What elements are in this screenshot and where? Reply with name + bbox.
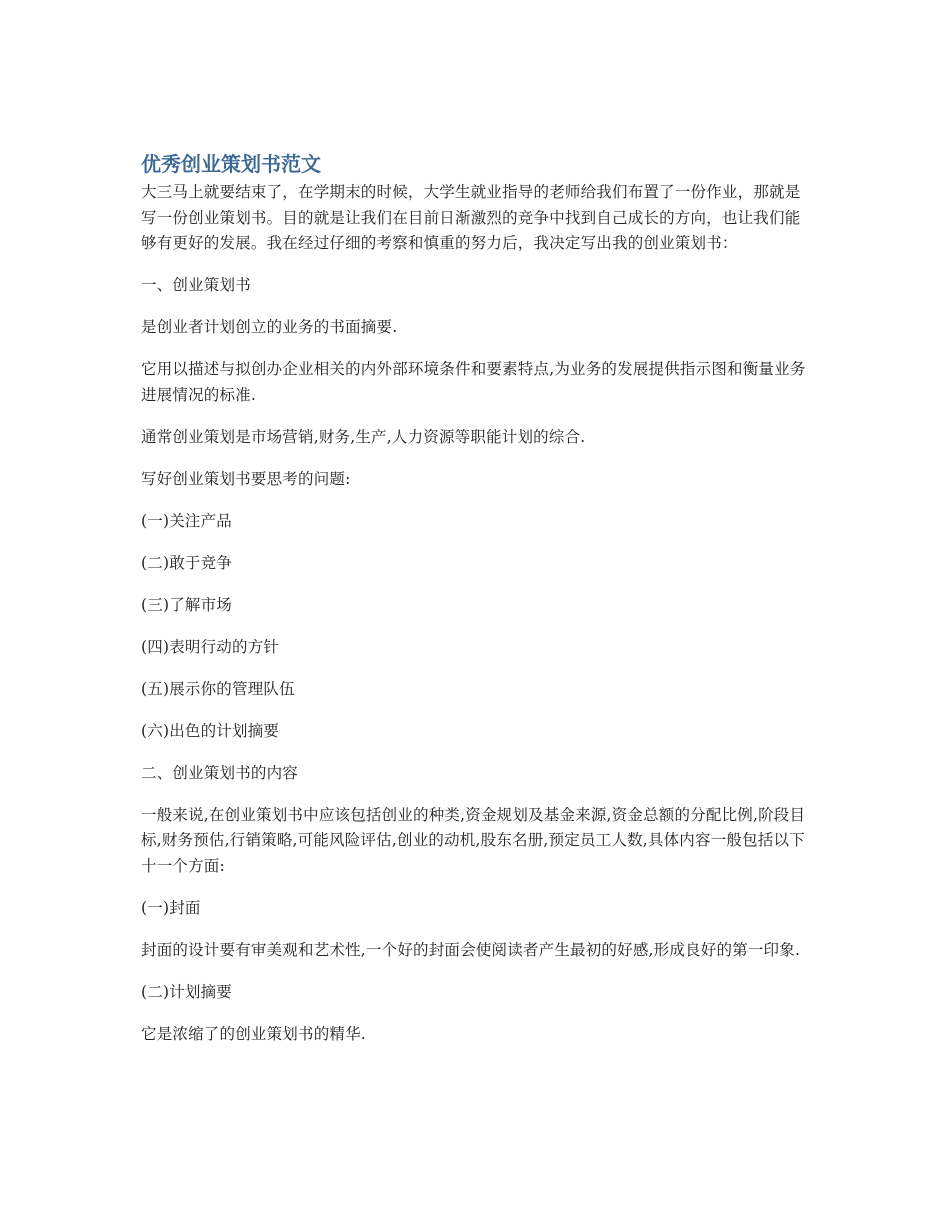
list-item: (三)了解市场 bbox=[141, 595, 232, 614]
list-item: (五)展示你的管理队伍 bbox=[141, 679, 295, 698]
paragraph: 封面的设计要有审美观和艺术性,一个好的封面会使阅读者产生最初的好感,形成良好的第一印象. bbox=[141, 940, 801, 959]
section-heading-1: 一、创业策划书 bbox=[141, 276, 251, 294]
section-heading-2: 二、创业策划书的内容 bbox=[141, 763, 299, 782]
paragraph: 它是浓缩了的创业策划书的精华. bbox=[141, 1024, 366, 1043]
paragraph: 写好创业策划书要思考的问题: bbox=[141, 469, 351, 488]
paragraph: 通常创业策划是市场营销,财务,生产,人力资源等职能计划的综合. bbox=[141, 427, 586, 446]
list-item: (一)关注产品 bbox=[141, 511, 232, 530]
paragraph-intro: 大三马上就要结束了，在学期末的时候，大学生就业指导的老师给我们布置了一份作业，那就是写一份创业策划书。目的就是让我们在目前日渐激烈的竞争中找到自己成长的方向，也让我们能够有更好的发展。我在经过仔细的考察和慎重的努力后，我决定写出我的创业策划书： bbox=[141, 183, 801, 252]
list-item: (六)出色的计划摘要 bbox=[141, 721, 280, 740]
document-body bbox=[141, 150, 813, 1064]
subsection-heading: (二)计划摘要 bbox=[141, 982, 232, 1001]
paragraph: 它用以描述与拟创办企业相关的内外部环境条件和要素特点,为业务的发展提供指示图和衡量业务进展情况的标准. bbox=[141, 360, 806, 404]
list-item: (二)敢于竞争 bbox=[141, 553, 232, 572]
paragraph: 一般来说,在创业策划书中应该包括创业的种类,资金规划及基金来源,资金总额的分配比例,阶段目标,财务预估,行销策略,可能风险评估,创业的动机,股东名册,预定员工人数,具体内容一般包括以下十一个方面: bbox=[141, 805, 806, 875]
paragraph: 是创业者计划创立的业务的书面摘要. bbox=[141, 318, 398, 336]
subsection-heading: (一)封面 bbox=[141, 898, 201, 917]
document-title: 优秀创业策划书范文 bbox=[141, 152, 321, 176]
list-item: (四)表明行动的方针 bbox=[141, 637, 280, 656]
